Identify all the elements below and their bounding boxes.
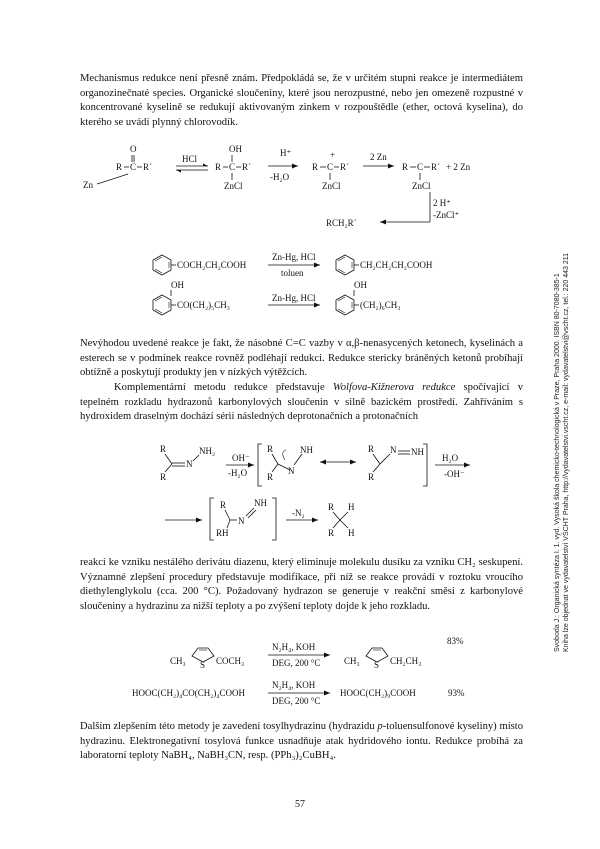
- r-bottom-5: R: [328, 528, 335, 538]
- benzene-ring-icon: [336, 295, 354, 315]
- r-label-4: R: [402, 162, 409, 172]
- hcl-label: HCl: [182, 154, 198, 164]
- yield-1: 83%: [447, 636, 464, 646]
- nh-label-4: NH: [254, 498, 267, 508]
- minus-oh-label: -OH⁻: [444, 469, 465, 479]
- ch3-label: CH₃: [170, 656, 186, 666]
- ch3-label-2: CH₃: [344, 656, 360, 666]
- h-label-4: H: [222, 528, 229, 538]
- condition-top-2: N₂H₄, KOH: [272, 680, 316, 690]
- zncl-label: ZnCl: [224, 181, 243, 191]
- scheme-clemmensen-examples: [80, 244, 540, 324]
- r-label: R: [116, 162, 123, 172]
- paragraph-tosylhydrazine: [80, 720, 523, 764]
- condition-bottom-2: DEG, 200 °C: [272, 696, 321, 706]
- r-top: R: [160, 444, 167, 454]
- nh2-label: NH₂: [199, 446, 216, 456]
- h2o-label: H₂O: [442, 453, 459, 463]
- product-label: RCH₂R´: [326, 218, 357, 228]
- condition-2-top: Zn-Hg, HCl: [272, 293, 316, 303]
- reactant-2-label: CO(CH₂)₅CH₃: [177, 300, 230, 310]
- reactant-1-label: COCH₂CH₂COOH: [177, 260, 247, 270]
- n-label: N: [186, 459, 193, 469]
- scheme-huang-minlon-examples: [80, 630, 540, 710]
- r-prime-label: R´: [143, 162, 152, 172]
- oh-minus-label: OH⁻: [232, 453, 250, 463]
- sulfur-label-2: S: [374, 660, 380, 670]
- p5-text-b: -toluensulfonové kyseliny) místo hydrazinu. Elektronegativní tosylová funkce usnadňuje atak hydridového iontu. Redukce probíhá za laboratorní teploty NaBH₄, NaBH₃CN, resp. (PPh₃)₂CuBH₄.: [80, 721, 523, 762]
- r-bottom: R: [160, 472, 167, 482]
- paragraph-drawbacks: Nevýhodou uvedené reakce je fakt, že násobné C=C vazby v α,β-nenasycených ketonech, kyselinách a esterech se v podmínek reakce rovněž podléhají redukci. Redukce stericky bráněných ketonů probíhají obtížně a poskytují produkty jen v nízkých výtěžcích.: [80, 338, 523, 379]
- condition-1-bottom: toluen: [281, 268, 304, 278]
- two-hplus-label: 2 H⁺: [433, 198, 451, 208]
- carbon-label-4: C: [417, 162, 424, 172]
- n-label-3: N: [390, 445, 397, 455]
- oh-label-2: OH: [354, 280, 367, 290]
- carbon-label-3: C: [327, 162, 334, 172]
- p5-text-a: Dalším zlepšením této metody je zavedení tosylhydrazinu (hydrazidu: [80, 721, 378, 732]
- p5-emphasis: p: [377, 721, 383, 732]
- yield-2: 93%: [448, 688, 465, 698]
- benzene-ring-icon: [153, 255, 171, 275]
- zncl-label-3: ZnCl: [412, 181, 431, 191]
- h-label-5a: H: [348, 502, 355, 512]
- sidebar-citation: [553, 72, 583, 652]
- plus-charge-label: +: [330, 150, 336, 160]
- p3-emphasis: Wolfova-Kižnerova redukce: [332, 382, 456, 393]
- hplus-label: H⁺: [280, 148, 292, 158]
- zncl-label-2: ZnCl: [322, 181, 341, 191]
- product-1-label: CH₂CH₂CH₂COOH: [360, 260, 433, 270]
- nh-label-3: NH: [411, 447, 424, 457]
- two-zn-label: 2 Zn: [370, 152, 387, 162]
- benzene-ring-icon: [336, 255, 354, 275]
- page-number: 57: [295, 799, 305, 810]
- sulfur-label: S: [200, 660, 206, 670]
- paragraph-mechanism: Mechanismus redukce není přesně znám. Předpokládá se, že v určitém stupni reakce je intermediátem organozinečnaté species. Organické sloučeniny, které jsou nerozpustné, nebo jen omezeně rozpustné v koncentrované kyselině se redukují aktivovaným zinkem v rozpouštědle (ether, octová kyselina), do kterého se uvádí plynný chlorovodík.: [80, 73, 523, 128]
- r-label-3: R: [312, 162, 319, 172]
- r-top-4: R: [220, 500, 227, 510]
- two-zn-plus-label: + 2 Zn: [446, 162, 471, 172]
- benzene-ring-icon: [153, 295, 171, 315]
- citation-line-1: Svoboda J.: Organická syntéza I. 1. vyd. Vysoká škola chemicko-technologická v Praze, Praha 2000. ISBN 80-7080-385-1: [554, 273, 561, 652]
- p3-text-b: spočívající v tepelném rozkladu hydrazonů karbonylových sloučenin v silně bazickém prostředí. Zahříváním s hydroxidem draselným dochází sérií následných deprotonačních a protonačních: [80, 382, 523, 423]
- product-ethyl-label: CH₂CH₃: [390, 656, 422, 666]
- oh-label-1: OH: [171, 280, 184, 290]
- nh-label: NH: [300, 445, 313, 455]
- n-minus-label: N: [288, 466, 295, 476]
- r-bottom-3: R: [368, 472, 375, 482]
- n-label-4: N: [238, 516, 245, 526]
- citation-line-2: Kniha lze objednat ve vydavatelství VŠCHT Praha, http://vydavatelstvi.vscht.cz, e-mail: vydavatelstvi@vscht.cz, tel.: 220 443 211: [563, 252, 570, 652]
- minus-zncl-label: -ZnCl⁺: [433, 210, 460, 220]
- condition-1-top: Zn-Hg, HCl: [272, 252, 316, 262]
- oxygen-label: O: [130, 144, 137, 154]
- condition-bottom-1: DEG, 200 °C: [272, 658, 321, 668]
- paragraph-wolff-kishner: [80, 381, 523, 425]
- oh-label: OH: [229, 144, 242, 154]
- p3-text-a: Komplementární metodu redukce představuje: [114, 382, 333, 393]
- r-top-3: R: [368, 444, 375, 454]
- product-acid-label: HOOC(CH₂)₉COOH: [340, 688, 416, 698]
- paragraph-diazene: reakcí ke vzniku nestálého derivátu diazenu, který eliminuje molekulu dusíku za vzniku CH₂ seskupení. Významné zlepšení procedury představuje modifikace, při níž se reakce provádí v roztoku vroucího diethylenglykolu (cca. 200 °C). Požadovaný hydrazon se generuje v reakční směsi z karbonylové sloučeniny a hydrazinu za nižší teploty a po zvýšení teploty dojde k jeho rozkladu.: [80, 557, 523, 612]
- zinc-label: Zn: [83, 180, 93, 190]
- minus-n2-label: -N₂: [292, 508, 305, 518]
- r-label-2: R: [215, 162, 222, 172]
- coch3-label: COCH₃: [216, 656, 245, 666]
- minus-h2o-label: -H₂O: [228, 468, 248, 478]
- product-2-label: (CH₂)₆CH₃: [360, 300, 401, 310]
- h-label-5b: H: [348, 528, 355, 538]
- r-prime-label-3: R´: [340, 162, 349, 172]
- r-top-5: R: [328, 502, 335, 512]
- r-top-2: R: [267, 444, 274, 454]
- carbon-label: C: [130, 162, 137, 172]
- scheme-clemmensen-mechanism: [80, 140, 540, 235]
- condition-top-1: N₂H₄, KOH: [272, 642, 316, 652]
- r-prime-label-4: R´: [431, 162, 440, 172]
- minus-h2o-label: -H₂O: [270, 172, 290, 182]
- scheme-wolff-kishner-mechanism: [80, 440, 540, 550]
- r-prime-label-2: R´: [242, 162, 251, 172]
- carbon-label-2: C: [229, 162, 236, 172]
- r-bottom-2: R: [267, 472, 274, 482]
- r-bottom-4: R: [216, 528, 223, 538]
- reactant-diacid-label: HOOC(CH₂)₄CO(CH₂)₄COOH: [132, 688, 246, 698]
